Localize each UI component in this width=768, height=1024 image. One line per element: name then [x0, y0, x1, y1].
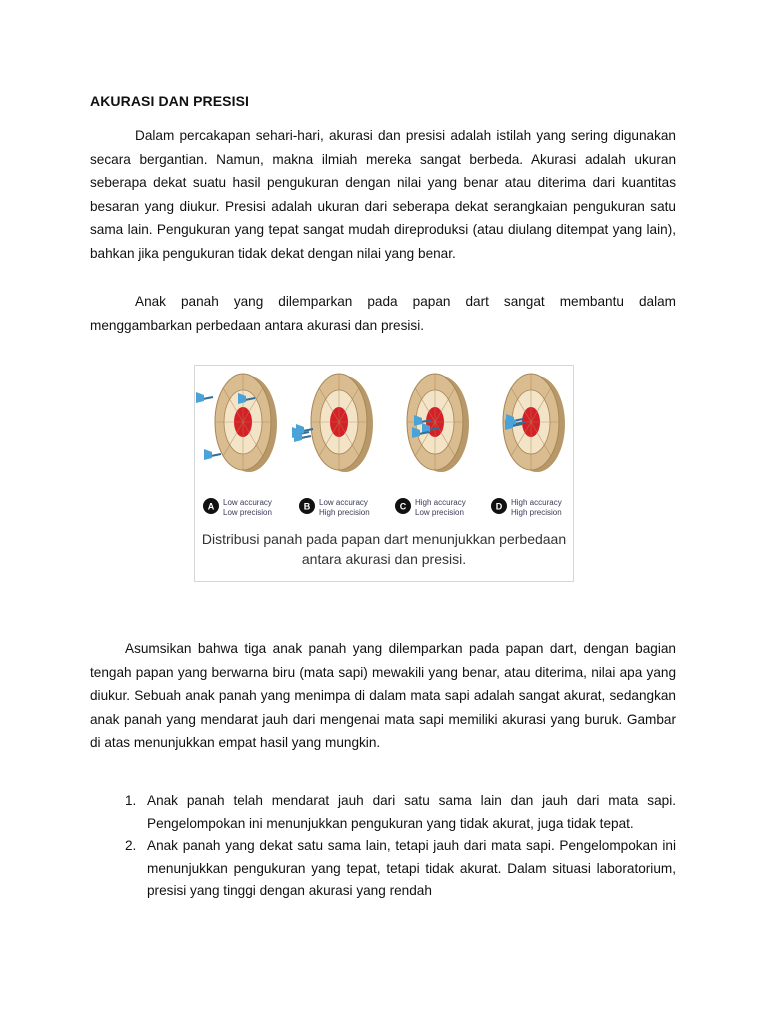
dartboard-figure [194, 365, 574, 582]
dartboard-b [292, 374, 373, 472]
dartboard-illustration [195, 366, 573, 526]
dart-shaft [203, 397, 213, 399]
figure-caption [195, 529, 573, 569]
list-item-text: Anak panah yang dekat satu sama lain, tetapi jauh dari mata sapi. Pengelompokan ini menunjukkan pengukuran yang tepat, tetapi tidak akurat. Dalam situasi laboratorium, presisi yang tinggi dengan akurasi yang rendah [147, 838, 676, 898]
paragraph-assumption: Asumsikan bahwa tiga anak panah yang dilemparkan pada papan dart, dengan bagian tengah papan yang berwarna biru (mata sapi) mewakili yang benar, atau diterima, nilai apa yang diukur. Sebuah anak panah yang menimpa di dalam mata sapi adalah sangat akurat, sedangkan anak panah yang mendarat jauh dari mengenai mata sapi memiliki akurasi yang buruk. Gambar di atas menunjukkan empat hasil yang mungkin. [90, 641, 676, 750]
panel-label-line-2: Low precision [415, 508, 464, 517]
panel-letter: A [207, 501, 215, 512]
outcome-list [90, 790, 676, 903]
dartboard-a [196, 374, 277, 472]
dart-flight [204, 449, 212, 460]
list-item-text: Anak panah telah mendarat jauh dari satu sama lain dan jauh dari mata sapi. Pengelompokan ini menunjukkan pengukuran yang tidak akurat, juga tidak tepat. [147, 793, 676, 831]
dart-flight [196, 392, 204, 403]
panel-label-line-2: High precision [511, 508, 562, 517]
document-title: AKURASI DAN PRESISI [90, 93, 250, 109]
dart-shaft [301, 436, 311, 438]
figure-caption-line-2: antara akurasi dan presisi. [301, 551, 467, 567]
panel-letter: B [303, 501, 311, 512]
list-item [90, 835, 676, 903]
panel-letter: D [495, 501, 503, 512]
list-item-number: 1. [125, 793, 137, 808]
panel-label-line-1: High accuracy [415, 498, 466, 507]
paragraph-dart-intro: Anak panah yang dilemparkan pada papan dart sangat membantu dalam menggambarkan perbedaan antara akurasi dan presisi. [90, 294, 676, 333]
dartboard-c [407, 374, 469, 472]
panel-label-line-1: Low accuracy [319, 498, 368, 507]
panel-label-line-2: Low precision [223, 508, 272, 517]
panel-label-line-1: High accuracy [511, 498, 562, 507]
panel-label-line-1: Low accuracy [223, 498, 272, 507]
figure-caption-line-1: Distribusi panah pada papan dart menunjukkan perbedaan [201, 531, 567, 547]
list-item [90, 790, 676, 835]
panel-letter: C [399, 501, 407, 512]
dartboard-d [503, 374, 565, 472]
list-item-number: 2. [125, 838, 137, 853]
panel-label-line-2: High precision [319, 508, 370, 517]
dart-shaft [211, 454, 221, 456]
paragraph-definition: Dalam percakapan sehari-hari, akurasi dan presisi adalah istilah yang sering digunakan secara bergantian. Namun, makna ilmiah mereka sangat berbeda. Akurasi adalah ukuran seberapa dekat suatu hasil pengukuran dengan nilai yang benar atau diterima dari kuantitas besaran yang diukur. Presisi adalah ukuran dari seberapa dekat serangkaian pengukuran satu sama lain. Pengukuran yang tepat sangat mudah direproduksi (atau diulang ditempat yang lain), bahkan jika pengukuran tidak dekat dengan nilai yang benar. [90, 128, 676, 261]
